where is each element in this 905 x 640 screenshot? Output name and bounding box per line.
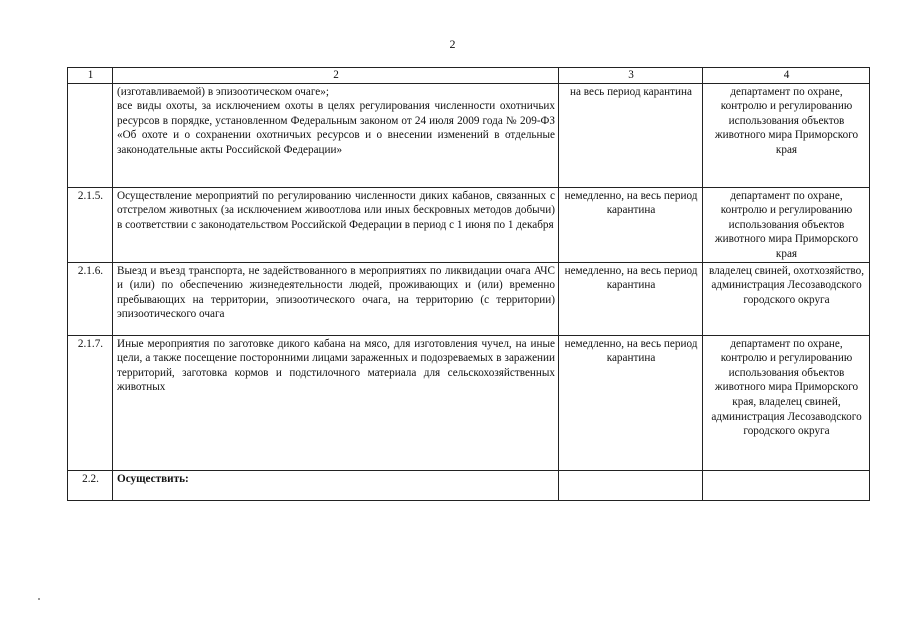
measure-paragraph: все виды охоты, за исключением охоты в целях регулирования численности охотничьих ресурсов в порядке, установленном Федеральным законом от 24 июля 2009 года № 209-ФЗ «Об охоте и о сохранении охотничьих ресурсов и о внесении изменений в отдельные законодательные акты Российской Федерации»: [117, 100, 555, 156]
column-number-4: 4: [703, 68, 870, 84]
item-number: [68, 83, 113, 187]
responsible-cell: департамент по охране, контролю и регулированию использования объектов животного мира Приморского края: [703, 83, 870, 187]
column-number-1: 1: [68, 68, 113, 84]
measure-paragraph: Иные мероприятия по заготовке дикого кабана на мясо, для изготовления чучел, на иные цели, а также посещение посторонними лицами зараженных и подозреваемых в заражении территорий, заготовка кормов и подстилочного материала для сельскохозяйственных животных: [117, 337, 555, 394]
measure-paragraph: (изготавливаемой) в эпизоотическом очаге»;: [117, 85, 329, 98]
table-header-row: [68, 68, 870, 84]
measure-text: [113, 83, 559, 187]
responsible-cell: владелец свиней, охотхозяйство, администрация Лесозаводского городского округа: [703, 262, 870, 335]
measure-text: [113, 187, 559, 262]
table-row: [68, 335, 870, 470]
measure-paragraph: Осуществление мероприятий по регулированию численности диких кабанов, связанных с отстрелом животных (за исключением живоотлова или иных бескровных методов добычи) в соответствии с законодательством Российской Федерации в период с 1 июня по 1 декабря: [117, 189, 555, 231]
measure-paragraph: Осуществить:: [117, 472, 189, 485]
measure-text: [113, 262, 559, 335]
scan-speck: [38, 598, 40, 600]
period-cell: немедленно, на весь период карантина: [559, 187, 703, 262]
page-number: 2: [449, 37, 456, 51]
responsible-cell: департамент по охране, контролю и регулированию использования объектов животного мира Приморского края: [703, 187, 870, 262]
item-number: 2.1.6.: [68, 262, 113, 335]
period-cell: [559, 470, 703, 500]
period-cell: немедленно, на весь период карантина: [559, 335, 703, 470]
column-number-2: 2: [113, 68, 559, 84]
period-cell: немедленно, на весь период карантина: [559, 262, 703, 335]
responsible-cell: [703, 470, 870, 500]
table-row: [68, 187, 870, 262]
item-number: 2.2.: [68, 470, 113, 500]
measure-text: [113, 470, 559, 500]
table-row: [68, 262, 870, 335]
table-row: [68, 83, 870, 187]
measure-text: [113, 335, 559, 470]
item-number: 2.1.7.: [68, 335, 113, 470]
responsible-cell: департамент по охране, контролю и регулированию использования объектов животного мира Приморского края, владелец свиней, администрация Лесозаводского городского округа: [703, 335, 870, 470]
column-number-3: 3: [559, 68, 703, 84]
period-cell: на весь период карантина: [559, 83, 703, 187]
measures-table: [67, 67, 870, 501]
measure-paragraph: Выезд и въезд транспорта, не задействованного в мероприятиях по ликвидации очага АЧС и (или) по обеспечению жизнедеятельности людей, проживающих и (или) временно пребывающих на территории, эпизоотического очага, на территорию (с территории) эпизоотического очага: [117, 264, 555, 321]
item-number: 2.1.5.: [68, 187, 113, 262]
table-row: [68, 470, 870, 500]
